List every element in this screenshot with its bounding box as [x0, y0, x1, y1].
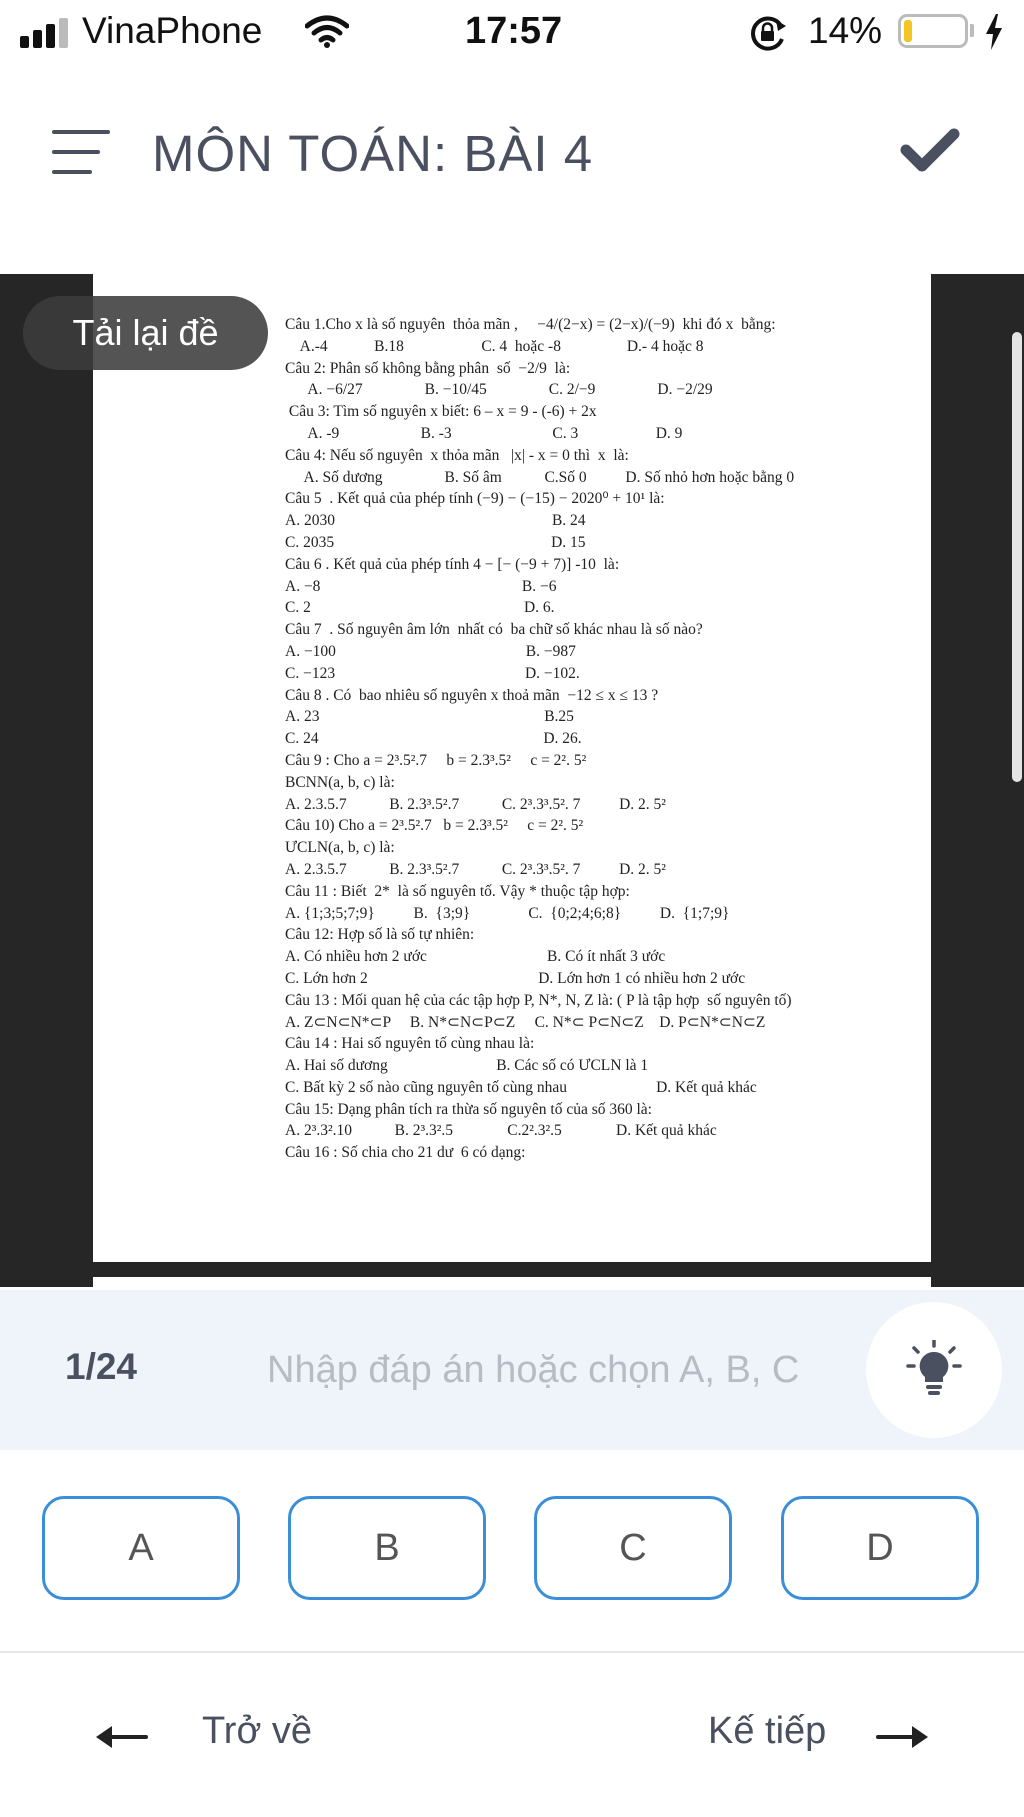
back-button[interactable]: [96, 1702, 356, 1768]
exam-line: C. Lớn hơn 2 D. Lớn hơn 1 có nhiều hơn 2 ước: [285, 969, 746, 987]
exam-line: Câu 13 : Mối quan hệ của các tập hợp P, N*, N, Z là: ( P là tập hợp số nguyên tố): [285, 991, 792, 1009]
exam-line: Câu 1.Cho x là số nguyên thỏa mãn , −4/(2−x) = (2−x)/(−9) khi đó x bằng:: [285, 316, 776, 333]
exam-line: C. 2035 D. 15: [285, 533, 586, 551]
exam-line: A. -9 B. -3 C. 3 D. 9: [285, 424, 683, 442]
exam-line: A. Z⊂N⊂N*⊂P B. N*⊂N⊂P⊂Z C. N*⊂ P⊂N⊂Z D. P⊂N*⊂N⊂Z: [285, 1013, 766, 1031]
exam-line: Câu 8 . Có bao nhiêu số nguyên x thoả mãn −12 ≤ x ≤ 13 ?: [285, 686, 659, 704]
exam-line: A.-4 B.18 C. 4 hoặc -8 D.- 4 hoặc 8: [285, 337, 704, 355]
exam-line: Câu 6 . Kết quả của phép tính 4 − [− (−9 + 7)] -10 là:: [285, 555, 620, 573]
battery-percent: 14%: [808, 10, 883, 51]
document-viewer[interactable]: [0, 274, 1024, 1287]
arrow-right-icon: [876, 1722, 928, 1752]
exam-text: [285, 314, 985, 1164]
question-progress: 1/24: [65, 1346, 138, 1387]
exam-line: C. Bất kỳ 2 số nào cũng nguyên tố cùng nhau D. Kết quả khác: [285, 1078, 757, 1096]
rotation-lock-icon: [748, 14, 788, 57]
wifi-icon: [305, 14, 349, 53]
answer-input[interactable]: [265, 1336, 819, 1404]
bottom-navigation: [0, 1690, 1024, 1780]
exam-line: Câu 9 : Cho a = 2³.5².7 b = 2.3³.5² c = 2². 5²: [285, 751, 587, 769]
status-time: 17:57: [465, 10, 563, 52]
answer-bar: [0, 1290, 1024, 1450]
signal-strength-icon: [20, 18, 70, 48]
exam-line: ƯCLN(a, b, c) là:: [285, 839, 395, 857]
battery-icon: [898, 14, 968, 48]
exam-line: C. −123 D. −102.: [285, 664, 580, 682]
exam-line: C. 2 D. 6.: [285, 599, 555, 617]
exam-line: A. −6/27 B. −10/45 C. 2/−9 D. −2/29: [285, 381, 713, 399]
exam-line: A. 23 B.25: [285, 708, 574, 726]
next-label: Kế tiếp: [708, 1710, 827, 1752]
exam-line: Câu 7 . Số nguyên âm lớn nhất có ba chữ số khác nhau là số nào?: [285, 621, 703, 639]
choice-buttons: [0, 1496, 1024, 1602]
choice-b-button[interactable]: B: [288, 1496, 486, 1600]
exam-line: Câu 12: Hợp số là số tự nhiên:: [285, 926, 475, 944]
exam-line: A. {1;3;5;7;9} B. {3;9} C. {0;2;4;6;8} D. {1;7;9}: [285, 904, 730, 922]
exam-line: A. Hai số dương B. Các số có ƯCLN là 1: [285, 1057, 649, 1075]
exam-line: Câu 14 : Hai số nguyên tố cùng nhau là:: [285, 1035, 535, 1053]
exam-line: C. 24 D. 26.: [285, 730, 582, 748]
reload-exam-button[interactable]: Tải lại đề: [23, 296, 268, 370]
exam-line: Câu 3: Tìm số nguyên x biết: 6 – x = 9 - (-6) + 2x: [285, 403, 597, 421]
exam-line: Câu 11 : Biết 2* là số nguyên tố. Vậy * thuộc tập hợp:: [285, 882, 630, 900]
exam-line: Câu 2: Phân số không bằng phân số −2/9 là:: [285, 359, 571, 377]
choice-a-button[interactable]: A: [42, 1496, 240, 1600]
exam-line: Câu 10) Cho a = 2³.5².7 b = 2.3³.5² c = 2². 5²: [285, 817, 584, 835]
exam-line: A. 2.3.5.7 B. 2.3³.5².7 C. 2³.3³.5². 7 D. 2. 5²: [285, 795, 666, 813]
viewer-scrollbar[interactable]: [1012, 332, 1022, 782]
divider: [0, 1651, 1024, 1653]
exam-line: A. Có nhiều hơn 2 ước B. Có ít nhất 3 ước: [285, 948, 666, 966]
hint-button[interactable]: [866, 1302, 1002, 1438]
exam-line: A. 2.3.5.7 B. 2.3³.5².7 C. 2³.3³.5². 7 D. 2. 5²: [285, 860, 666, 878]
exam-line: A. 2³.3².10 B. 2³.3².5 C.2².3².5 D. Kết quả khác: [285, 1122, 717, 1140]
exam-line: A. 2030 B. 24: [285, 512, 586, 530]
exam-line: BCNN(a, b, c) là:: [285, 773, 395, 791]
hamburger-menu-icon[interactable]: [52, 130, 110, 176]
exam-line: Câu 15: Dạng phân tích ra thừa số nguyên tố của số 360 là:: [285, 1100, 652, 1118]
back-label: Trở về: [202, 1710, 313, 1752]
charging-icon: [984, 14, 1004, 55]
checkmark-icon[interactable]: [900, 126, 960, 181]
next-button[interactable]: [708, 1702, 948, 1768]
exam-line: A. −100 B. −987: [285, 642, 576, 660]
choice-d-button[interactable]: D: [781, 1496, 979, 1600]
arrow-left-icon: [96, 1722, 148, 1752]
battery-tip: [970, 24, 974, 37]
page-title: MÔN TOÁN: BÀI 4: [152, 125, 594, 182]
exam-line: Câu 16 : Số chia cho 21 dư 6 có dạng:: [285, 1144, 526, 1162]
exam-line: A. Số dương B. Số âm C.Số 0 D. Số nhỏ hơn hoặc bằng 0: [285, 468, 795, 486]
exam-line: A. −8 B. −6: [285, 577, 557, 595]
app-header: [0, 90, 1024, 220]
choice-c-button[interactable]: C: [534, 1496, 732, 1600]
status-bar: [0, 0, 1024, 66]
exam-page: [93, 274, 931, 1262]
next-exam-page: [93, 1277, 931, 1287]
carrier-name: VinaPhone: [82, 10, 263, 51]
lightbulb-icon: [906, 1340, 962, 1400]
exam-line: Câu 5 . Kết quả của phép tính (−9) − (−15) − 2020⁰ + 10¹ là:: [285, 490, 665, 508]
exam-line: Câu 4: Nếu số nguyên x thỏa mãn |x| - x = 0 thì x là:: [285, 446, 629, 464]
